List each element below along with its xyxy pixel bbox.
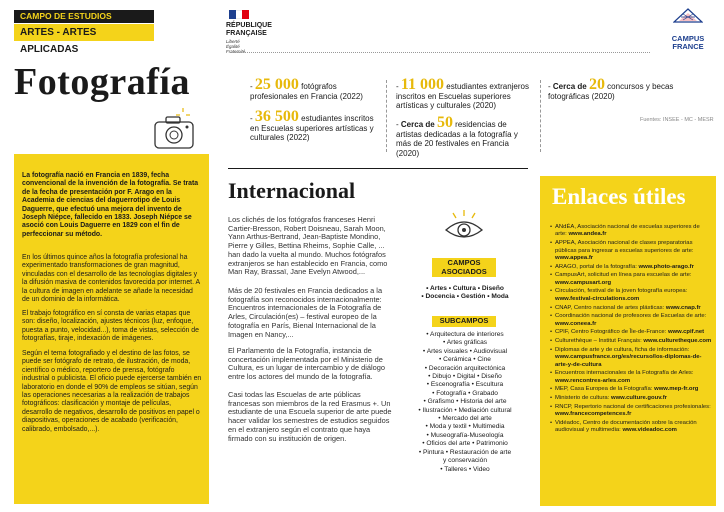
stats-separator <box>540 80 541 152</box>
history-intro-text: La fotografía nació en Francia en 1839, fecha convencional de la invención de la fotografía. Se trata de la fecha de presentación por F. Arago en la Academia de ciencias del daguerrotipo de Louis Daguerre, que efectuó una mejora del invento de Joseph Niépce, fallecido en 1833. Joseph Niépce se asoció con Louis Daguerre en 1829 con el fin de perfeccionar su método. <box>22 172 199 238</box>
internacional-para-2: Más de 20 festivales en Francia dedicados a la fotografía son reconocidos internacionalmente: Encuentros internacionales de la Fotografía de Arles, Circulación(es) – festival europeo de la fotografía en París, Bienal Internacional de la Imagen en Nancy,... <box>228 286 383 339</box>
subcampo-item: • Arquitectura de interiores <box>426 331 504 338</box>
subcampo-item: • Moda y textil • Multimedia <box>425 423 505 431</box>
link-description: Culturethèque – Institut Français: <box>555 338 644 345</box>
subcampo-item: • Decoración arquitectónica <box>424 364 506 372</box>
subcampo-item: • Oficios del arte • Patrimonio <box>422 440 508 448</box>
internacional-para-4: Casi todas las Escuelas de arte públicas francesas son miembros de la red Erasmus +. Un estudiante de una Escuela superior de arte puede hacer validar los semestres de estudios seguidos en el extranjero según el contrato que haya firmado con su institución de origen. <box>228 390 392 443</box>
eye-icon <box>442 208 486 244</box>
link-item <box>550 347 712 369</box>
link-item <box>550 404 712 419</box>
history-para-2: En los últimos quince años la fotografía profesional ha experimentado transformaciones de gran magnitud, vinculadas con el desarrollo de las tecnologías digitales y la difusión masiva de contenidos favorecida por internet. A la cultura de imagen en adelante se añade la necesidad de un dominio de la informática. <box>22 254 200 304</box>
stat-number: 36 500 <box>254 108 299 125</box>
subcampo-item: • Talleres • Video <box>440 465 490 473</box>
stat-number: 50 <box>436 114 453 131</box>
link-description: RNCP, Repertorio nacional de certificaciones profesionales: <box>555 403 711 410</box>
internacional-heading: Internacional <box>228 178 356 203</box>
link-url[interactable]: www.festival-circulations.com <box>555 295 640 302</box>
header-divider <box>230 52 650 53</box>
subcampo-item: • Museografía-Museología <box>426 431 504 439</box>
republique-francaise-logo <box>226 10 276 54</box>
link-item <box>550 395 712 402</box>
subcampos-list <box>412 331 518 474</box>
link-item <box>550 420 712 435</box>
link-url[interactable]: www.campusart.org <box>555 279 612 286</box>
subcampo-item: • Fotografía • Grabado <box>432 389 498 397</box>
stat-foreign-students <box>396 76 532 111</box>
link-description: ANdÉA, Asociación nacional de escuelas superiores de arte: <box>555 224 700 238</box>
french-flag-icon <box>229 10 249 19</box>
stat-number: 25 000 <box>254 76 299 93</box>
link-url[interactable]: www.videadoc.com <box>622 427 677 434</box>
link-url[interactable]: www.coneea.fr <box>555 320 597 327</box>
link-description: Encuentros internacionales de la Fotografía de Arles: <box>555 370 694 377</box>
internacional-para-1: Los clichés de los fotógrafos franceses Henri Cartier-Bresson, Robert Doisneau, Sarah Moon, Yann Arthus-Bertrand, Jean-Baptiste Mondino, Pierre y Gilles, Bettina Rheims, Sophie Calle, ... han dado la vuelta al mundo. Muchos fotógrafos extranjeros se han establecido en Francia, como Man Ray, Brassaï, Jane Evelyn Atwood,... <box>228 215 388 277</box>
link-description: ARAGO, portal de la fotografía: <box>555 263 639 270</box>
subcampo-item: • Escenografía • Escultura <box>426 381 504 389</box>
link-item <box>550 288 712 303</box>
field-tag-label: CAMPO DE ESTUDIOS <box>14 10 154 23</box>
links-list <box>550 224 712 436</box>
subcampo-item: • Artes visuales • Audiovisual <box>422 347 508 355</box>
stat-prefix: Cerca de <box>400 120 435 129</box>
link-item <box>550 313 712 328</box>
link-item <box>550 370 712 385</box>
link-item <box>550 305 712 312</box>
campos-title-line1: CAMPOS <box>447 258 481 267</box>
link-url[interactable]: www.francecompetences.fr <box>555 411 632 418</box>
stat-students-enrolled <box>250 108 378 143</box>
subcampos-title: SUBCAMPOS <box>432 316 496 327</box>
link-url[interactable]: www.culturetheque.com <box>643 338 712 345</box>
subcampo-item: • Grafismo • Historia del arte <box>423 398 507 406</box>
link-url[interactable]: www.appea.fr <box>555 254 594 261</box>
field-category-label: ARTES - ARTES APLICADAS <box>14 24 154 41</box>
stats-separator <box>386 80 387 152</box>
stat-bullet: - <box>548 82 551 91</box>
campus-france-emblem-icon <box>673 8 703 30</box>
stats-source: Fuentes: INSEE - MC - MESR <box>640 117 714 123</box>
internacional-para-3: El Parlamento de la Fotografía, instancia de concertación implementada por el Ministerio de Cultura, es un lugar de intercambio y de diálogo entre los actores del mundo de la fotografía. <box>228 346 385 382</box>
subcampo-item: • Mercado del arte <box>438 415 492 423</box>
page-title: Fotografía <box>14 61 190 103</box>
stat-bullet: - <box>396 120 399 129</box>
subcampo-item: • Dibujo • Digital • Diseño <box>428 373 502 381</box>
link-description: Ministerio de cultura: <box>555 395 611 402</box>
campus-france-line1: CAMPUS <box>671 34 705 43</box>
link-item <box>550 272 712 287</box>
link-url[interactable]: www.mep-fr.org <box>654 386 699 393</box>
link-item <box>550 240 712 262</box>
stat-number: 11 000 <box>400 76 445 93</box>
link-description: Vidéadoc, Centro de documentación sobre la creación audiovisual y multimedia: <box>555 419 697 434</box>
sparkle-icon <box>176 108 190 122</box>
stat-number: 20 <box>588 76 605 93</box>
campus-france-line2: FRANCE <box>672 42 704 51</box>
link-url[interactable]: www.cpif.net <box>667 329 705 336</box>
subcampo-item: • Artes gráficas <box>442 339 488 347</box>
campos-list <box>412 285 518 302</box>
stat-text: fotógrafos profesionales en Francia (2022) <box>250 82 363 101</box>
link-url[interactable]: www.andea.fr <box>568 231 607 238</box>
subcampo-item: • Cerámica • Cine <box>439 356 491 364</box>
link-description: Diplomas de arte y de cultura, ficha de información: <box>555 346 690 353</box>
link-description: CNAP, Centro nacional de artes plásticas: <box>555 304 666 311</box>
link-item <box>550 224 712 239</box>
link-item <box>550 386 712 393</box>
stat-bullet: - <box>250 114 253 123</box>
motto-liberte: Liberté <box>226 39 240 44</box>
camera-icon <box>150 112 198 152</box>
link-item <box>550 338 712 345</box>
campos-title-line2: ASOCIADOS <box>441 266 487 276</box>
stat-prefix: Cerca de <box>552 82 587 91</box>
subcampo-item: • Ilustración • Mediación cultural <box>418 406 512 414</box>
link-url[interactable]: www.campusfrance.org/es/recurso/los-diplomas-de-arte-y-de-cultura <box>555 354 702 368</box>
link-description: MEP, Casa Europea de la Fotografía: <box>555 386 655 393</box>
campos-line: • Docencia • Gestión • Moda <box>421 293 509 301</box>
stat-bullet: - <box>250 82 253 91</box>
enlaces-heading: Enlaces útiles <box>552 184 686 209</box>
subcampo-item: y conservación <box>443 457 487 465</box>
link-url[interactable]: www.rencontres-arles.com <box>555 377 631 384</box>
motto-egalite: Égalité <box>226 44 240 49</box>
stat-contests <box>548 76 688 101</box>
stat-photographers <box>250 76 378 101</box>
subcampo-item: • Pintura • Restauración de arte <box>418 448 512 456</box>
link-url[interactable]: www.culture.gouv.fr <box>610 395 667 402</box>
link-description: Coordinación nacional de profesores de Escuelas de arte: <box>555 313 707 320</box>
link-url[interactable]: www.photo-arago.fr <box>638 263 694 270</box>
link-description: APPEA, Asociación nacional de clases preparatorias públicas para ingresar a escuelas superiores de arte: <box>555 240 694 254</box>
republique-name-line1: RÉPUBLIQUE <box>226 22 272 29</box>
link-description: CampusArt, solicitud en línea para escuelas de arte: <box>555 272 692 279</box>
link-item <box>550 264 712 271</box>
motto-fraternite: Fraternité <box>226 49 246 54</box>
stat-text: residencias de artistas dedicadas a la fotografía y más de 20 festivales en Francia (2020) <box>396 120 518 158</box>
stat-text: estudiantes extranjeros inscritos en Escuelas superiores artísticas y culturales (2020) <box>396 82 529 110</box>
link-description: Circulación, festival de la joven fotografía europea: <box>555 288 688 295</box>
link-url[interactable]: www.cnap.fr <box>665 304 701 311</box>
link-description: CPIF, Centro Fotográfico de Île-de-France: <box>555 329 668 336</box>
history-para-4: Según el tema fotografiado y el destino de las fotos, se puede ser fotógrafo de retrato, de ilustración, de moda, científico o médico, reportero de prensa, fotógrafo industrial o publicista. El oficio puede ejercerse también en laboratorio en donde el 90% de empleos se sitúan, según las operaciones necesarias a la realización de trabajos fotográficos: clasificación y montaje de películas, desarrollo de negativos, desarrollo de positivos en papel o diapositivas, operaciones de acabado (verificación, calibrado, embolsado,...). <box>22 350 202 433</box>
campos-asociados-title <box>432 258 496 277</box>
stat-bullet: - <box>396 82 399 91</box>
history-intro <box>22 172 202 239</box>
campus-france-logo <box>660 8 716 51</box>
campos-line: • Artes • Cultura • Diseño <box>426 285 504 292</box>
republique-name-line2: FRANÇAISE <box>226 29 267 37</box>
link-item <box>550 329 712 336</box>
stat-text: concursos y becas fotográficas (2020) <box>548 82 674 101</box>
stat-text: estudiantes inscritos en Escuelas superiores artísticas y culturales (2022) <box>250 114 374 142</box>
history-para-3: El trabajo fotográfico en sí consta de varias etapas que son: diseño, localización, ajustes técnicos (luz, enfoque, puesta a punto, velocidad...), toma de vistas, selección de fotografías, tiraje, indexación de imágenes. <box>22 310 199 343</box>
section-top-rule <box>228 168 528 169</box>
stat-residencies <box>396 114 532 158</box>
